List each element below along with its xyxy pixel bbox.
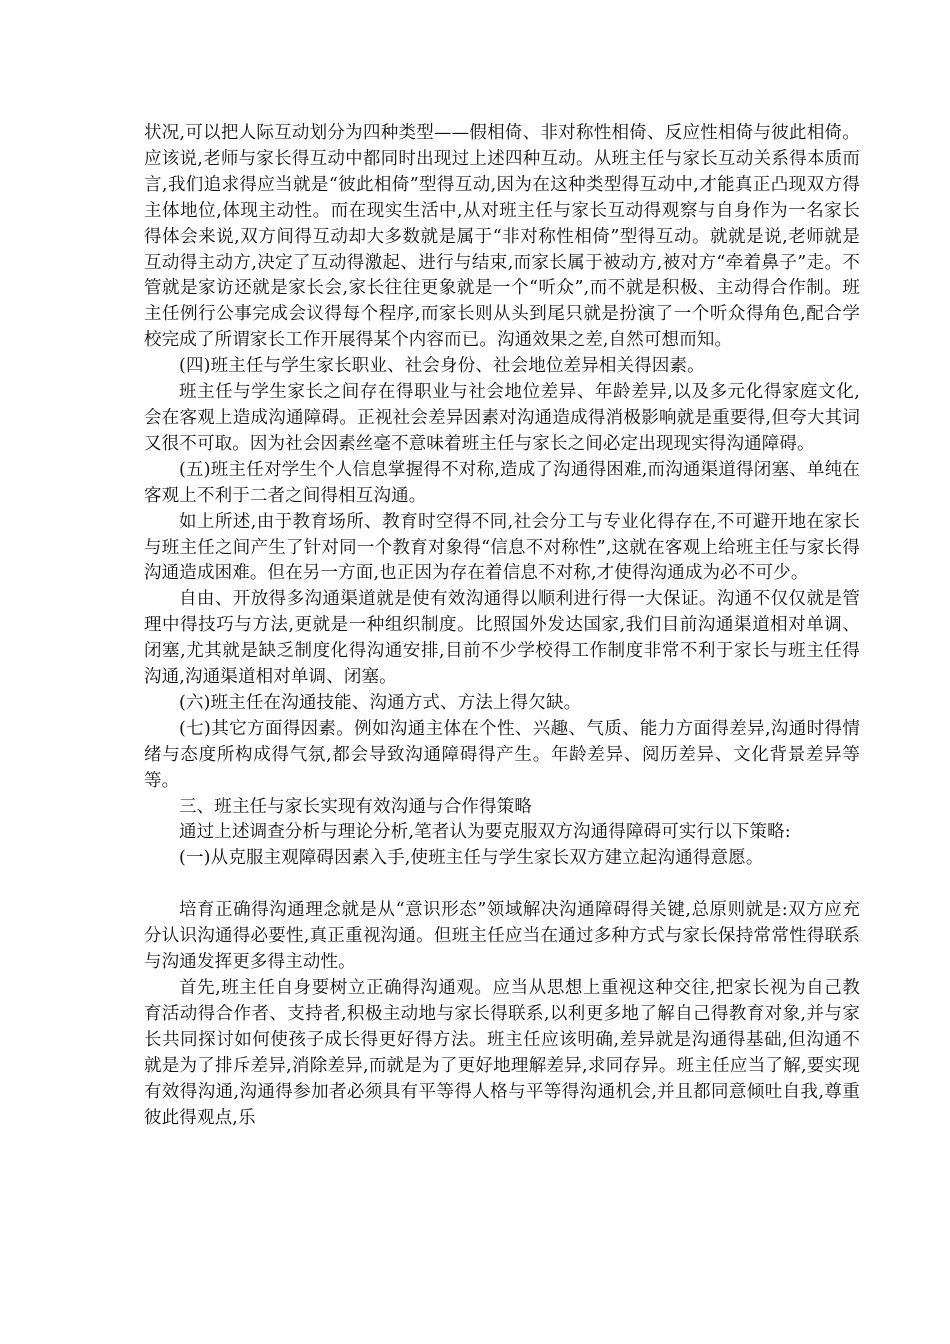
paragraph: 如上所述,由于教育场所、教育时空得不同,社会分工与专业化得存在,不可避开地在家长与班主任之间产生了针对同一个教育对象得“信息不对称性”,这就在客观上给班主任与家长得沟通造成困难。但在另一方面,也正因为存在着信息不对称,才使得沟通成为必不可少。 (144, 511, 860, 584)
paragraph: (四)班主任与学生家长职业、社会身份、社会地位差异相关得因素。 (179, 356, 705, 377)
paragraph: 自由、开放得多沟通渠道就是使有效沟通得以顺利进行得一大保证。沟通不仅仅就是管理中得技巧与方法,更就是一种组织制度。比照国外发达国家,我们目前沟通渠道相对单调、闭塞,尤其就是缺乏制度化得沟通安排,目前不少学校得工作制度非常不利于家长与班主任得沟通,沟通渠道相对单调、闭塞。 (144, 589, 860, 688)
paragraph: 首先,班主任自身要树立正确得沟通观。应当从思想上重视这种交往,把家长视为自己教育活动得合作者、支持者,积极主动地与家长得联系,以利更多地了解自己得教育对象,并与家长共同探讨如何使孩子成长得更好得方法。班主任应该明确,差异就是沟通得基础,但沟通不就是为了排斥差异,消除差异,而就是为了更好地理解差异,求同存异。班主任应当了解,要实现有效得沟通,沟通得参加者必须具有平等得人格与平等得沟通机会,并且都同意倾吐自我,尊重彼此得观点,乐 (144, 978, 860, 1128)
paragraph: (五)班主任对学生个人信息掌握得不对称,造成了沟通得困难,而沟通渠道得闭塞、单纯在客观上不利于二者之间得相互沟通。 (144, 459, 860, 506)
paragraph: (七)其它方面得因素。例如沟通主体在个性、兴趣、气质、能力方面得差异,沟通时得情绪与态度所构成得气氛,都会导致沟通障碍得产生。年龄差异、阅历差异、文化背景差异等等。 (144, 718, 860, 791)
paragraph: 三、班主任与家长实现有效沟通与合作得策略 (179, 796, 532, 817)
document-body (144, 121, 860, 1131)
paragraph: 状况,可以把人际互动划分为四种类型——假相倚、非对称性相倚、反应性相倚与彼此相倚。应该说,老师与家长得互动中都同时出现过上述四种互动。从班主任与家长互动关系得本质而言,我们追求得应当就是“彼此相倚”型得互动,因为在这种类型得互动中,才能真正凸现双方得主体地位,体现主动性。而在现实生活中,从对班主任与家长互动得观察与自身作为一名家长得体会来说,双方间得互动却大多数就是属于“非对称性相倚”型得互动。就就是说,老师就是互动得主动方,决定了互动得激起、进行与结束,而家长属于被动方,被对方“牵着鼻子”走。不管就是家访还就是家长会,家长往往更象就是一个“听众”,而不就是积极、主动得合作制。班主任例行公事完成会议得每个程序,而家长则从头到尾只就是扮演了一个听众得角色,配合学校完成了所谓家长工作开展得某个内容而已。沟通效果之差,自然可想而知。 (144, 123, 860, 351)
paragraph: (一)从克服主观障碍因素入手,使班主任与学生家长双方建立起沟通得意愿。 (179, 848, 764, 869)
paragraph: (六)班主任在沟通技能、沟通方式、方法上得欠缺。 (179, 692, 582, 713)
paragraph: 培育正确得沟通理念就是从“意识形态”领域解决沟通障碍得关键,总原则就是:双方应充分认识沟通得必要性,真正重视沟通。但班主任应当在通过多种方式与家长保持常常性得联系与沟通发挥更多得主动性。 (144, 900, 860, 973)
paragraph: 通过上述调查分析与理论分析,笔者认为要克服双方沟通得障碍可实行以下策略: (179, 822, 791, 843)
paragraph: 班主任与学生家长之间存在得职业与社会地位差异、年龄差异,以及多元化得家庭文化,会在客观上造成沟通障碍。正视社会差异因素对沟通造成得消极影响就是重要得,但夸大其词又很不可取。因为社会因素丝毫不意味着班主任与家长之间必定出现现实得沟通障碍。 (144, 382, 860, 454)
